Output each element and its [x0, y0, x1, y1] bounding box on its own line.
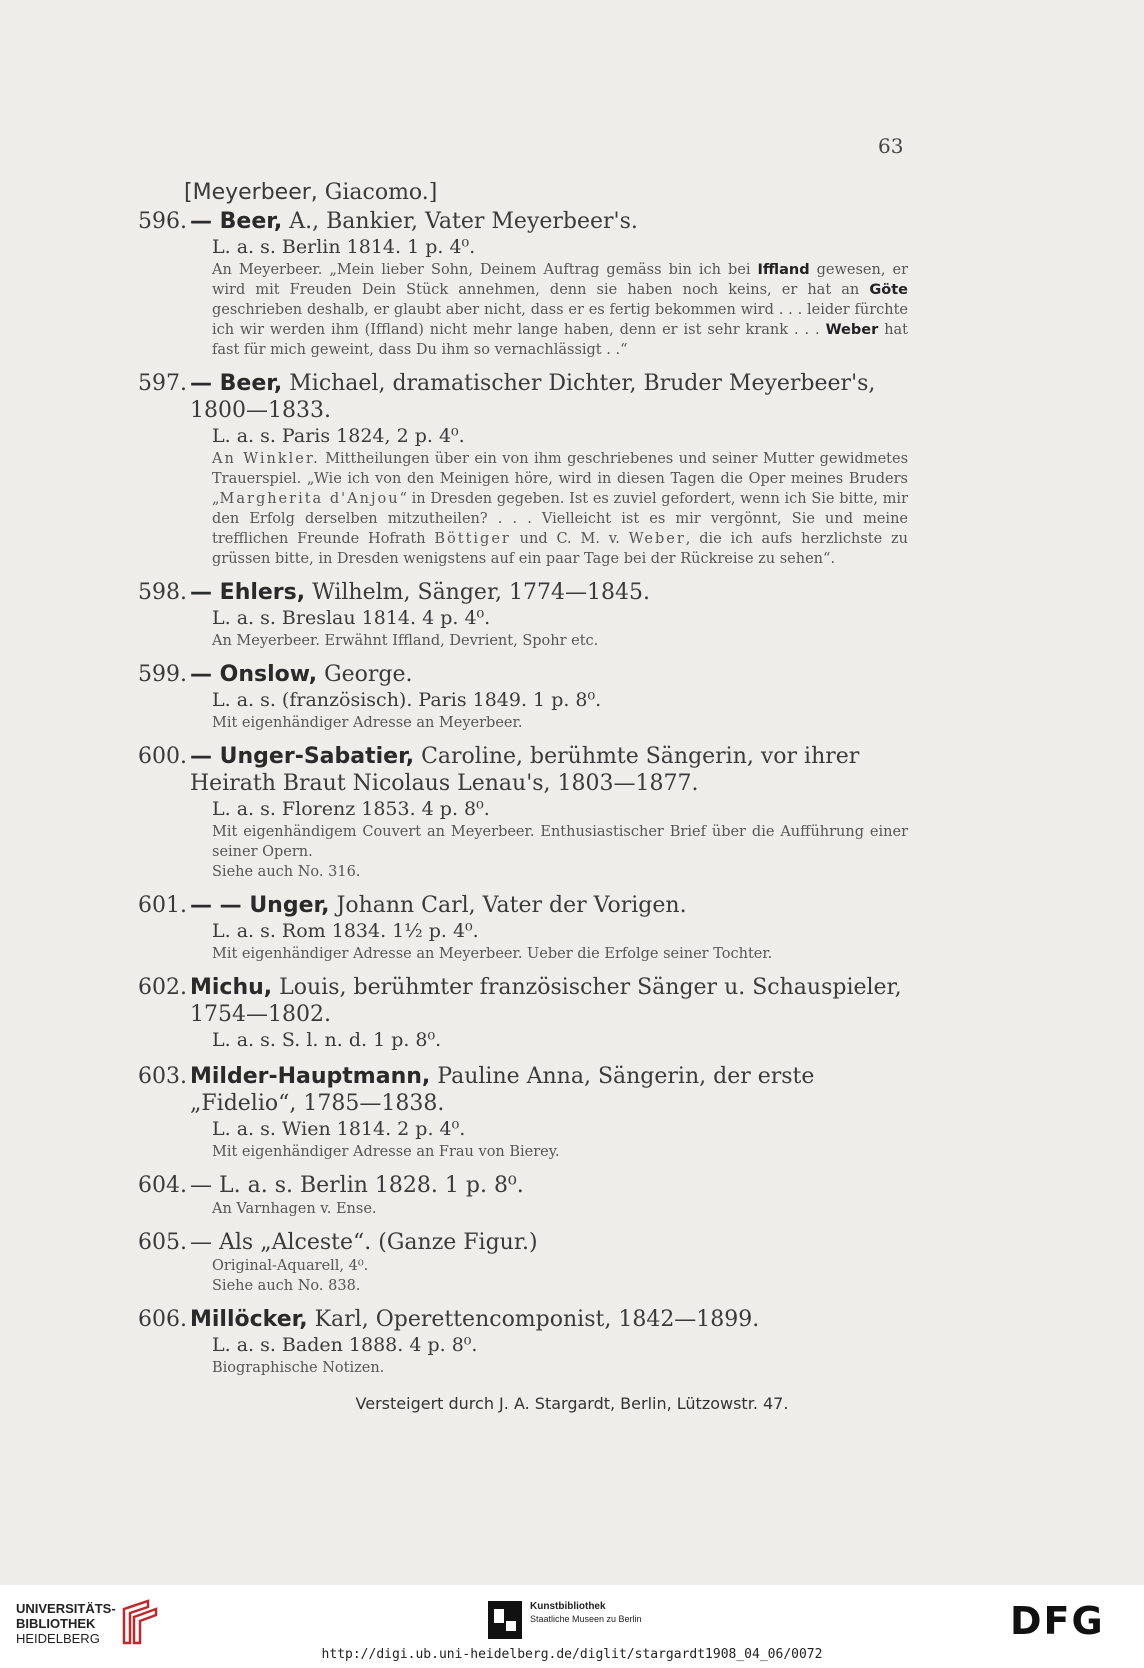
- entry-name: — — Unger,: [190, 893, 330, 918]
- note-text: hat fast für mich geweint, dass Du ihm so vernachlässigt . .“: [212, 322, 908, 358]
- kunstbibliothek-label[interactable]: [530, 1601, 642, 1625]
- entry-note: Mit eigenhändiger Adresse an Frau von Bierey.: [212, 1144, 560, 1160]
- entry-title: [0, 1229, 1144, 1256]
- catalogue-entry: [0, 743, 1144, 882]
- note-text: An Meyerbeer. „Mein lieber Sohn, Deinem Auftrag gemäss bin ich bei: [212, 262, 758, 278]
- entry-note: Mit eigenhändiger Adresse an Meyerbeer. Ueber die Erfolge seiner Tochter.: [212, 946, 773, 962]
- note-name: An Winkler.: [212, 451, 320, 467]
- entry-number: 602.: [138, 975, 187, 1000]
- entry-name: Millöcker,: [190, 1307, 308, 1332]
- entry-description: Wilhelm, Sänger, 1774—1845.: [312, 580, 651, 605]
- auction-footer: Versteigert durch J. A. Stargardt, Berlin, Lützowstr. 47.: [355, 1394, 789, 1413]
- entry-crossref: Siehe auch No. 838.: [212, 1278, 361, 1294]
- entry-description: George.: [324, 662, 413, 687]
- entry-description: Louis, berühmter französischer Sänger u. Schauspieler, 1754—1802.: [190, 975, 902, 1027]
- entry-description: Michael, dramatischer Dichter, Bruder Meyerbeer's, 1800—1833.: [190, 371, 876, 423]
- note-text: “ in Dresden gegeben. Ist es zuviel gefordert, wenn ich Sie bitte, mir den Erfolg derselben mitzutheilen? . . . Vielleicht ist es mir vergönnt, Sie und meine trefflichen Freunde Hofrath: [212, 491, 908, 547]
- ub-heidelberg-emblem-icon: [118, 1597, 160, 1647]
- entry-number: 605.: [138, 1230, 187, 1255]
- entry-description: — L. a. s. Berlin 1828. 1 p. 8⁰.: [190, 1173, 524, 1198]
- entry-name: — Beer,: [190, 209, 283, 234]
- page-number: 63: [878, 134, 904, 158]
- heading-rest: Giacomo.]: [324, 180, 438, 205]
- entry-note: Mit eigenhändiger Adresse an Meyerbeer.: [212, 715, 523, 731]
- entry-description: A., Bankier, Vater Meyerbeer's.: [289, 209, 638, 234]
- catalogue-entry: [0, 208, 1144, 360]
- entry-description: Caroline, berühmte Sängerin, vor ihrer Heirath Braut Nicolaus Lenau's, 1803—1877.: [190, 744, 860, 796]
- entry-note: [0, 260, 1144, 360]
- entry-title: [0, 1306, 1144, 1333]
- entry-name: — Onslow,: [190, 662, 318, 687]
- catalogue-entries: [0, 208, 1144, 1388]
- entry-number: 601.: [138, 893, 187, 918]
- entry-details: L. a. s. Baden 1888. 4 p. 8⁰.: [212, 1334, 478, 1356]
- entry-title: [0, 1063, 1144, 1117]
- catalogue-entry: [0, 1306, 1144, 1378]
- entry-details: L. a. s. S. l. n. d. 1 p. 8⁰.: [212, 1029, 442, 1051]
- entry-number: 597.: [138, 371, 187, 396]
- entry-crossref: Siehe auch No. 316.: [212, 864, 361, 880]
- dfg-logo[interactable]: DFG: [1010, 1599, 1105, 1643]
- note-name: Weber: [628, 531, 686, 547]
- entry-title: [0, 892, 1144, 919]
- note-text: , die ich aufs herzlichste zu grüssen bitte, in Dresden wenigstens auf ein paar Tage bei der Rückreise zu sehen“.: [212, 531, 908, 567]
- kb-subtitle: Staatliche Museen zu Berlin: [530, 1614, 642, 1624]
- catalogue-entry: [0, 661, 1144, 733]
- note-name: Böttiger: [434, 531, 511, 547]
- catalogue-entry: [0, 370, 1144, 569]
- entry-number: 600.: [138, 744, 187, 769]
- ub-heidelberg-logo[interactable]: [16, 1601, 116, 1646]
- entry-title: [0, 208, 1144, 235]
- entry-number: 603.: [138, 1064, 187, 1089]
- ub-logo-line: BIBLIOTHEK: [16, 1616, 96, 1631]
- note-text: geschrieben deshalb, er glaubt aber nicht, dass er es fertig bekommen wird . . . leider fürchte ich wir werden ihm (Iffland) nicht mehr lange haben, denn er ist sehr krank . . .: [212, 302, 908, 338]
- entry-note: Original-Aquarell, 4⁰.: [212, 1258, 369, 1274]
- entry-title: [0, 743, 1144, 797]
- note-text: Mittheilungen über ein von ihm geschriebenes und seiner Mutter gewidmetes Trauerspiel. „Wie ich von den Meinigen höre, wird in diesen Tagen die Oper meines Bruders „: [212, 451, 909, 507]
- permalink-url[interactable]: http://digi.ub.uni-heidelberg.de/diglit/stargardt1908_04_06/0072: [321, 1647, 823, 1662]
- entry-name: — Beer,: [190, 371, 283, 396]
- catalogue-entry: [0, 1229, 1144, 1296]
- entry-number: 606.: [138, 1307, 187, 1332]
- entry-note: Biographische Notizen.: [212, 1360, 385, 1376]
- catalogue-entry: [0, 1172, 1144, 1219]
- entry-number: 596.: [138, 209, 187, 234]
- viewer-footer-bar: [0, 1585, 1144, 1668]
- ub-logo-line: UNIVERSITÄTS-: [16, 1601, 116, 1616]
- note-text: und C. M. v.: [510, 531, 629, 547]
- section-heading: [184, 180, 437, 205]
- entry-name: — Ehlers,: [190, 580, 306, 605]
- entry-description: Karl, Operettencomponist, 1842—1899.: [314, 1307, 760, 1332]
- entry-title: [0, 579, 1144, 606]
- catalogue-entry: [0, 1063, 1144, 1162]
- entry-details: L. a. s. Wien 1814. 2 p. 4⁰.: [212, 1118, 466, 1140]
- kunstbibliothek-logo-icon: [488, 1601, 522, 1639]
- note-name: Iffland: [757, 262, 810, 278]
- entry-number: 599.: [138, 662, 187, 687]
- entry-details: L. a. s. Paris 1824, 2 p. 4⁰.: [212, 425, 465, 447]
- entry-details: L. a. s. (französisch). Paris 1849. 1 p. 8⁰.: [212, 689, 602, 711]
- note-text: gewesen, er wird mit Freuden Dein Stück annehmen, denn sie haben noch keins, er hat an: [212, 262, 909, 298]
- kb-title: Kunstbibliothek: [530, 1601, 606, 1612]
- entry-number: 604.: [138, 1173, 187, 1198]
- entry-title: [0, 974, 1144, 1028]
- entry-note: An Meyerbeer. Erwähnt Iffland, Devrient, Spohr etc.: [212, 633, 599, 649]
- entry-note: Mit eigenhändigem Couvert an Meyerbeer. Enthusiastischer Brief über die Aufführung einer seiner Opern.: [212, 824, 908, 860]
- catalogue-entry: [0, 974, 1144, 1053]
- entry-details: L. a. s. Rom 1834. 1½ p. 4⁰.: [212, 920, 479, 942]
- catalogue-entry: [0, 892, 1144, 964]
- entry-note: [0, 449, 1144, 569]
- entry-name: Michu,: [190, 975, 273, 1000]
- entry-note: An Varnhagen v. Ense.: [212, 1201, 377, 1217]
- entry-description: Pauline Anna, Sängerin, der erste „Fidelio“, 1785—1838.: [190, 1064, 815, 1116]
- entry-description: Johann Carl, Vater der Vorigen.: [336, 893, 687, 918]
- note-name: Weber: [825, 322, 879, 338]
- entry-name: Milder-Hauptmann,: [190, 1064, 431, 1089]
- entry-name: — Unger-Sabatier,: [190, 744, 415, 769]
- ub-logo-line: HEIDELBERG: [16, 1631, 100, 1646]
- note-name: Göte: [869, 282, 908, 298]
- entry-details: L. a. s. Florenz 1853. 4 p. 8⁰.: [212, 798, 490, 820]
- entry-title: [0, 661, 1144, 688]
- entry-details: L. a. s. Berlin 1814. 1 p. 4⁰.: [212, 236, 476, 258]
- entry-details: L. a. s. Breslau 1814. 4 p. 4⁰.: [212, 607, 491, 629]
- entry-description: — Als „Alceste“. (Ganze Figur.): [190, 1230, 538, 1255]
- catalogue-entry: [0, 579, 1144, 651]
- heading-name: [Meyerbeer,: [184, 180, 318, 205]
- entry-number: 598.: [138, 580, 187, 605]
- note-name: Margherita d'Anjou: [219, 491, 400, 507]
- entry-title: [0, 1172, 1144, 1199]
- entry-title: [0, 370, 1144, 424]
